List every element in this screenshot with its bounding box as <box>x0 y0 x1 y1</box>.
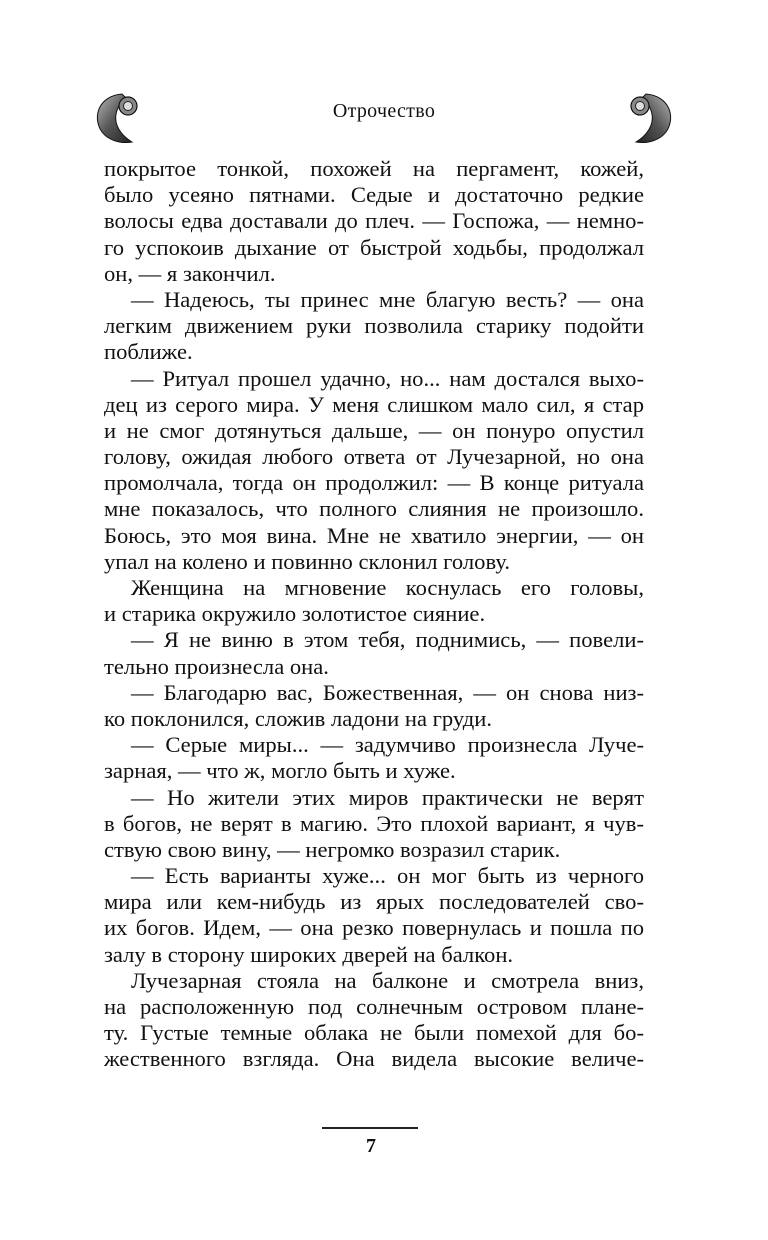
text-line: мне показалось, что полного слияния не произошло. <box>104 496 644 522</box>
text-line: их богов. Идем, — она резко повернулась и пошла по <box>104 915 644 941</box>
text-line: — Я не виню в этом тебя, поднимись, — повели- <box>131 627 644 653</box>
page-header <box>0 80 768 150</box>
text-line: Женщина на мгновение коснулась его головы, <box>131 575 644 600</box>
text-line: поближе. <box>104 339 193 365</box>
text-line: он, — я закончил. <box>104 260 276 286</box>
text-line: и старика окружило золотистое сияние. <box>104 601 486 627</box>
text-line: промолчала, тогда он продолжил: — В конце ритуала <box>104 470 644 496</box>
text-line: жественного взгляда. Она видела высокие величе- <box>104 1046 644 1072</box>
text-line: мира или кем-нибудь из ярых последователей сво- <box>104 889 644 915</box>
text-line: в богов, не верят в магию. Это плохой вариант, я чув- <box>104 810 644 836</box>
text-line: тельно произнесла она. <box>104 653 329 679</box>
text-line: покрытое тонкой, похожей на пергамент, кожей, <box>104 156 644 181</box>
text-line: легким движением руки позволила старику подойти <box>104 313 644 339</box>
running-head-title: Отрочество <box>332 100 436 122</box>
text-line: и не смог дотянуться дальше, — он понуро опустил <box>104 417 644 443</box>
text-line: на расположенную под солнечным островом плане- <box>104 994 644 1019</box>
text-line: ствую свою вину, — негромко возразил старик. <box>104 836 561 862</box>
text-line: го успокоив дыхание от быстрой ходьбы, продолжал <box>104 234 644 260</box>
text-line: Боюсь, это моя вина. Мне не хватило энергии, — он <box>104 522 644 548</box>
page-body-text <box>104 156 644 1073</box>
text-line: — Надеюсь, ты принес мне благую весть? — она <box>131 286 644 312</box>
text-line: — Благодарю вас, Божественная, — он снова низ- <box>131 679 644 705</box>
footer-rule <box>322 1127 418 1129</box>
text-line: дец из серого мира. У меня слишком мало сил, я стар <box>104 391 644 417</box>
text-line: — Серые миры... — задумчиво произнесла Луче- <box>131 732 644 758</box>
text-line: ту. Густые темные облака не были помехой для бо- <box>104 1020 644 1046</box>
text-line: Лучезарная стояла на балконе и смотрела вниз, <box>131 967 644 993</box>
horn-ornament-icon <box>500 88 680 148</box>
text-line: голову, ожидая любого ответа от Лучезарной, но она <box>104 444 644 470</box>
text-line: было усеяно пятнами. Седые и достаточно редкие <box>104 182 644 208</box>
text-line: волосы едва доставали до плеч. — Госпожа, — немно- <box>104 208 644 234</box>
text-line: — Но жители этих миров практически не верят <box>131 784 644 810</box>
text-line: зарная, — что ж, могло быть и хуже. <box>104 758 456 784</box>
text-line: упал на колено и повинно склонил голову. <box>104 548 511 574</box>
page-number: 7 <box>366 1135 376 1157</box>
text-line: ко поклонился, сложив ладони на груди. <box>104 705 493 731</box>
text-line: — Ритуал прошел удачно, но... нам достался выхо- <box>131 365 644 391</box>
text-line: — Есть варианты хуже... он мог быть из черного <box>131 863 644 889</box>
text-line: залу в сторону широких дверей на балкон. <box>104 941 514 967</box>
